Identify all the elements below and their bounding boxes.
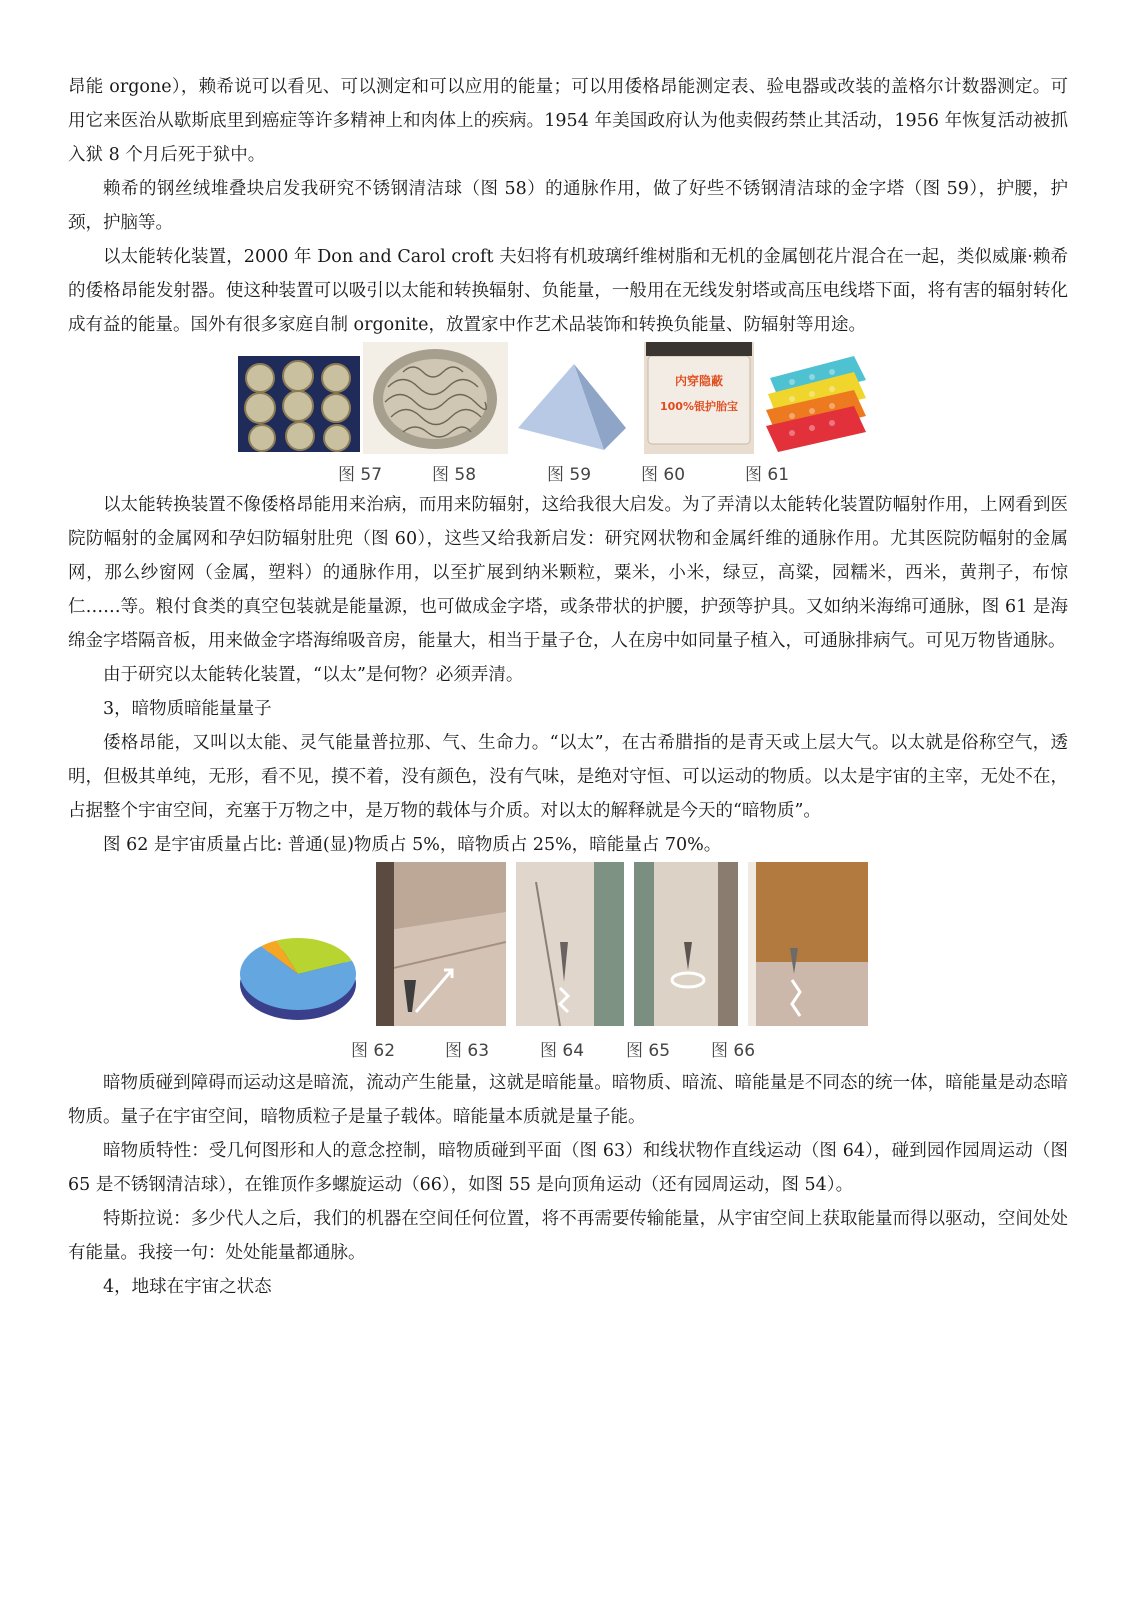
caption-fig-58: 图 58 <box>432 465 477 485</box>
figure-65-photo-circle <box>634 862 738 1026</box>
paragraph-radiation: 以太能转换装置不像倭格昂能用来治病，而用来防辐射，这给我很大启发。为了弄清以太能转化装置防幅射作用，上网看到医院防幅射的金属网和孕妇防辐射肚兜（图 60），这些又给我新启发：研究网状物和金属纤维的通脉作用。尤其医院防幅射的金属网，那么纱窗网（金属，塑料）的通脉作用，以至扩展到纳米颗粒，粟米，小米，绿豆，高粱，园糯米，西米，黄荆子，布惊仁……等。粮付食类的真空包装就是能量源，也可做成金字塔，或条带状的护腰，护颈等护具。又如纳米海绵可通脉，图 61 是海绵金字塔隔音板，用来做金字塔海绵吸音房，能量大，相当于量子仓，人在房中如同量子植入，可通脉排病气。可见万物皆通脉。 <box>68 495 1068 651</box>
caption-row-62-66 <box>68 1026 1068 1066</box>
paragraph-orgone-intro: 昂能 orgone），赖希说可以看见、可以测定和可以应用的能量；可以用倭格昂能测定表、验电器或改装的盖格尔计数器测定。可用它来医治从歇斯底里到癌症等许多精神上和肉体上的疾病。1954 年美国政府认为他卖假药禁止其活动，1956 年恢复活动被抓入狱 8 个月后死于狱中。 <box>68 77 1068 165</box>
caption-fig-66: 图 66 <box>711 1041 756 1061</box>
caption-fig-59: 图 59 <box>547 465 592 485</box>
figure-59-pyramid <box>512 358 630 454</box>
paragraph-figure-62-desc: 图 62 是宇宙质量占比: 普通(显)物质占 5%，暗物质占 25%，暗能量占 70%。 <box>103 835 722 855</box>
section-heading-4: 4，地球在宇宙之状态 <box>103 1277 272 1297</box>
figure-row-62-66 <box>68 862 1068 1026</box>
figure-60-label-2: 100%银护胎宝 <box>660 400 738 413</box>
figure-62-pie-chart <box>236 912 366 1024</box>
figure-60-radiation-belt <box>638 342 760 454</box>
paragraph-steel-wool: 赖希的钢丝绒堆叠块启发我研究不锈钢清洁球（图 58）的通脉作用，做了好些不锈钢清洁球的金字塔（图 59），护腰，护颈，护脑等。 <box>68 179 1068 233</box>
figure-61-foam-pyramids <box>762 342 870 454</box>
section-heading-3: 3，暗物质暗能量量子 <box>103 699 272 719</box>
paragraph-dark-matter-properties: 暗物质特性：受几何图形和人的意念控制，暗物质碰到平面（图 63）和线状物作直线运动（图 64），碰到园作园周运动（图 65 是不锈钢清洁球），在锥顶作多螺旋运动（66），如图 55 是向顶角运动（还有园周运动，图 54）。 <box>68 1141 1068 1195</box>
paragraph-ether-question: 由于研究以太能转化装置，“以太”是何物？必须弄清。 <box>103 665 524 685</box>
caption-fig-61: 图 61 <box>745 465 790 485</box>
caption-fig-63: 图 63 <box>445 1041 490 1061</box>
caption-fig-57: 图 57 <box>338 465 383 485</box>
figure-row-57-61 <box>68 342 1068 454</box>
paragraph-dark-energy: 暗物质碰到障碍而运动这是暗流，流动产生能量，这就是暗能量。暗物质、暗流、暗能量是不同态的统一体，暗能量是动态暗物质。量子在宇宙空间，暗物质粒子是量子载体。暗能量本质就是量子能。 <box>68 1073 1068 1127</box>
figure-60-label-1: 内穿隐蔽 <box>674 374 723 388</box>
caption-fig-64: 图 64 <box>540 1041 585 1061</box>
caption-fig-60: 图 60 <box>641 465 686 485</box>
paragraph-ether-definition: 倭格昂能，又叫以太能、灵气能量普拉那、气、生命力。“以太”，在古希腊指的是青天或上层大气。以太就是俗称空气，透明，但极其单纯，无形，看不见，摸不着，没有颜色，没有气味，是绝对守恒、可以运动的物质。以太是宇宙的主宰，无处不在，占据整个宇宙空间，充塞于万物之中，是万物的载体与介质。对以太的解释就是今天的“暗物质”。 <box>68 733 1068 821</box>
figure-58-steel-scrubber <box>363 342 508 454</box>
figure-63-photo-floor <box>376 862 506 1026</box>
paragraph-orgonite: 以太能转化装置，2000 年 Don and Carol croft 夫妇将有机玻璃纤维树脂和无机的金属刨花片混合在一起，类似威廉·赖希的倭格昂能发射器。使这种装置可以吸引以太能和转换辐射、负能量，一般用在无线发射塔或高压电线塔下面，将有害的辐射转化成有益的能量。国外有很多家庭自制 orgonite，放置家中作艺术品装饰和转换负能量、防辐射等用途。 <box>68 247 1068 335</box>
caption-row-57-61 <box>68 454 1068 488</box>
document-page <box>68 70 1068 1304</box>
figure-57-orgonite-discs <box>238 356 360 452</box>
pie-chart-svg <box>236 912 366 1024</box>
figure-66-photo-cone <box>748 862 868 1026</box>
paragraph-tesla-quote: 特斯拉说：多少代人之后，我们的机器在空间任何位置，将不再需要传输能量，从宇宙空间上获取能量而得以驱动，空间处处有能量。我接一句：处处能量都通脉。 <box>68 1209 1068 1263</box>
caption-fig-62: 图 62 <box>351 1041 396 1061</box>
caption-fig-65: 图 65 <box>626 1041 671 1061</box>
figure-64-photo-wire <box>516 862 624 1026</box>
